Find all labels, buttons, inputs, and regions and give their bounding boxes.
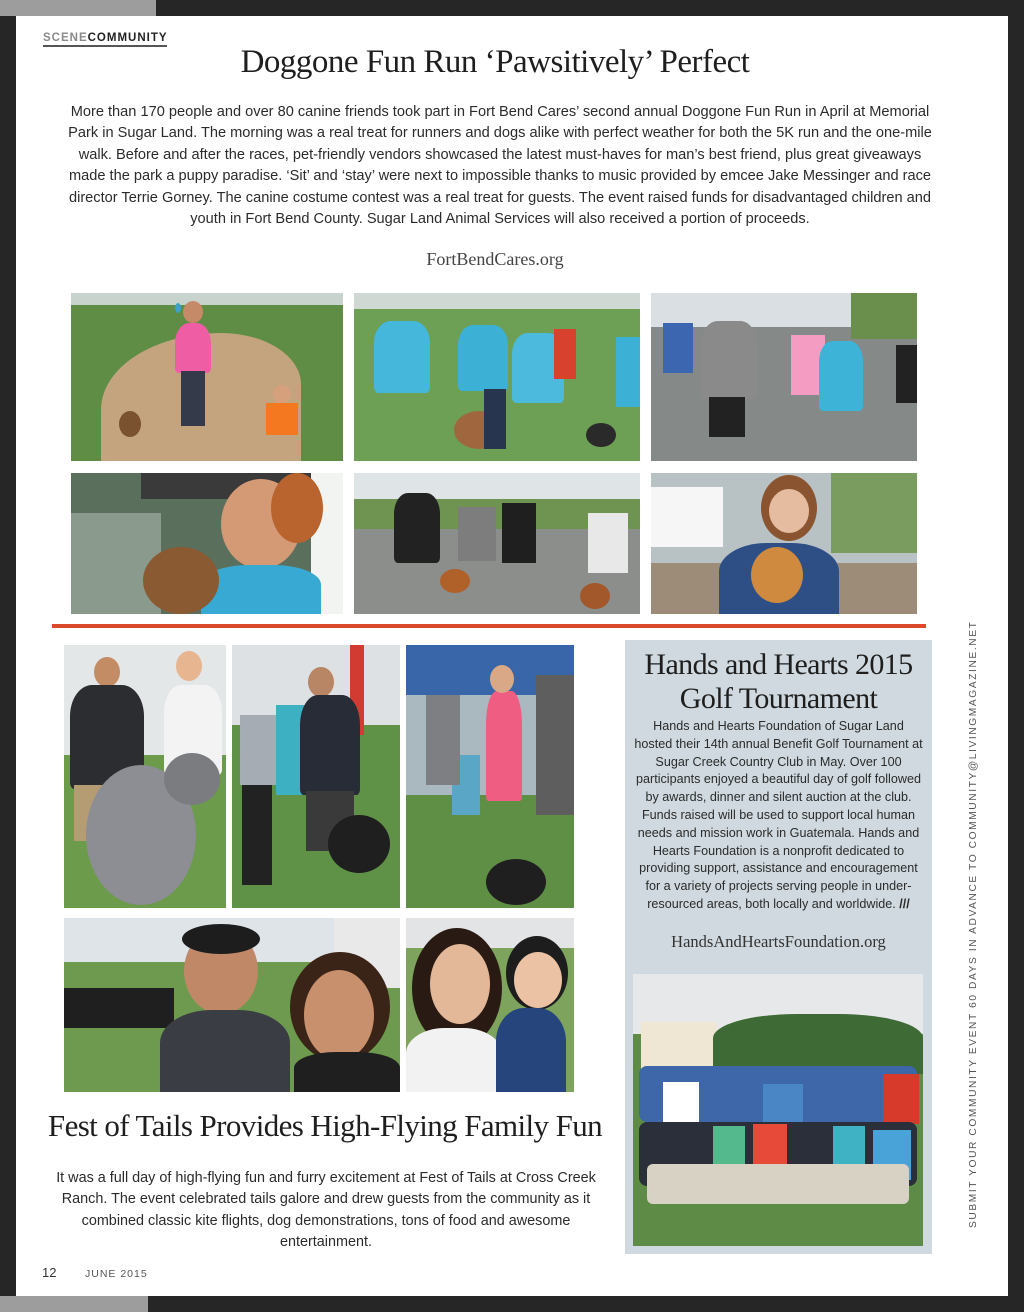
photo-runner-trail (71, 293, 343, 461)
photo-runners-group (354, 473, 640, 614)
photo-girl-with-dog (651, 473, 917, 614)
sidebar-title-line2: Golf Tournament (679, 682, 878, 715)
photo-golf-group (633, 974, 923, 1246)
page-number: 12 (42, 1265, 57, 1280)
section-label-scene: SCENE (43, 32, 88, 44)
photo-mother-and-daughter (406, 918, 574, 1092)
section-label (43, 32, 168, 44)
submission-note: SUBMIT YOUR COMMUNITY EVENT 60 DAYS IN ADVANCE TO COMMUNITY@LIVINGMAGAZINE.NET (968, 620, 979, 1228)
section-label-community: COMMUNITY (87, 32, 168, 44)
frame-bottom-dark (148, 1296, 1024, 1312)
section-divider-rule (52, 624, 926, 628)
link-fort-bend-cares[interactable]: FortBendCares.org (426, 249, 564, 269)
photo-mother-and-son (64, 918, 400, 1092)
photo-man-woman-great-dane (64, 645, 226, 908)
photo-crowd-at-festival (406, 645, 574, 908)
sidebar-body (633, 718, 924, 914)
frame-right (1008, 16, 1024, 1296)
frame-top-dark (156, 0, 1024, 16)
sidebar-title (625, 648, 932, 716)
photo-5k-runners (651, 293, 917, 461)
frame-bottom-grey (0, 1296, 148, 1312)
sidebar-title-line1: Hands and Hearts 2015 (644, 648, 913, 681)
photo-family-with-dog (232, 645, 400, 908)
frame-left (0, 16, 16, 1296)
sidebar-end-mark: /// (899, 896, 910, 911)
section-label-rule (43, 45, 167, 47)
frame-top-grey (0, 0, 156, 16)
article-body-fest-of-tails: It was a full day of high-flying fun and furry excitement at Fest of Tails at Cross Creek Ranch. The event celebrated tails galore and drew guests from the community as it combined classic kite flights, dog demonstrations, tons of food and awesome entertainment. (56, 1170, 596, 1251)
link-hands-and-hearts[interactable]: HandsAndHeartsFoundation.org (671, 932, 886, 951)
photo-woman-with-yorkie (71, 473, 343, 614)
issue-date: JUNE 2015 (85, 1268, 148, 1280)
sidebar-golf-tournament (625, 640, 932, 1254)
photo-walkers-with-dogs (354, 293, 640, 461)
article-title-fun-run: Doggone Fun Run ‘Pawsitively’ Perfect (240, 44, 750, 80)
article-title-fest-of-tails: Fest of Tails Provides High-Flying Family Fun (47, 1108, 603, 1143)
sidebar-body-text: Hands and Hearts Foundation of Sugar Land hosted their 14th annual Benefit Golf Tournament at Sugar Creek Country Club in May. Over 100 participants enjoyed a beautiful day of golf followed by awards, dinner and silent auction at the club. Funds raised will be used to support local human needs and mission work in Guatemala. Hands and Hearts Foundation is a nonprofit dedicated to providing support, assistance and encouragement for a variety of projects serving people in under-resourced areas, both locally and worldwide. (634, 719, 923, 911)
article-body-fun-run: More than 170 people and over 80 canine friends took part in Fort Bend Cares’ second annual Doggone Fun Run in April at Memorial Park in Sugar Land. The morning was a real treat for runners and dogs alike with perfect weather for both the 5K run and the one-mile walk. Before and after the races, pet-friendly vendors showcased the latest must-haves for man’s best friend, plus great giveaways made the park a puppy paradise. ‘Sit’ and ‘stay’ were next to impossible thanks to music provided by emcee Jake Messinger and race director Terrie Gorney. The canine costume contest was a real treat for guests. The event raised funds for disadvantaged children and youth in Fort Bend County. Sugar Land Animal Services will also received a portion of proceeds. (68, 104, 932, 228)
